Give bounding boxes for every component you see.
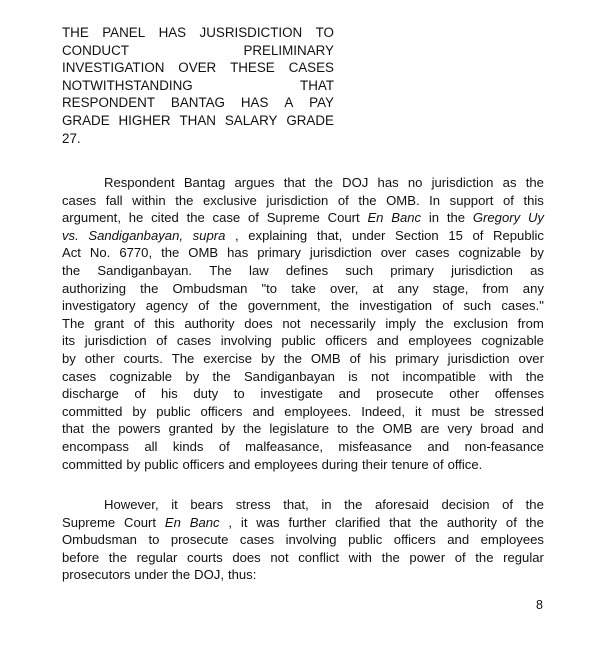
word: by	[530, 245, 544, 261]
word: of	[454, 549, 466, 565]
word: The	[62, 315, 85, 331]
word: DOJ,	[194, 567, 224, 583]
word: the	[219, 298, 238, 314]
word: agency	[145, 298, 188, 314]
word: primary	[395, 350, 439, 366]
word: before	[62, 549, 100, 565]
word: employees	[480, 532, 544, 548]
word: office.	[447, 456, 483, 472]
heading-word: THAN	[179, 112, 216, 128]
word: from	[482, 280, 509, 296]
word: the	[91, 421, 111, 437]
word: at	[372, 280, 384, 296]
word: jurisdiction	[84, 333, 147, 349]
word: public	[156, 403, 191, 419]
word: other	[84, 350, 115, 366]
word: the	[175, 192, 194, 208]
word: prosecute	[170, 532, 229, 548]
word: courts.	[123, 350, 163, 366]
word: and	[521, 421, 544, 437]
word: the	[171, 567, 191, 583]
word: with	[348, 549, 372, 565]
heading-word: HIGHER	[118, 112, 171, 128]
word: Sandiganbayan,	[88, 227, 183, 243]
word: exercise	[203, 350, 253, 366]
word: of	[432, 456, 444, 472]
word: it	[414, 403, 422, 419]
word: by	[132, 403, 147, 419]
paragraph-clarification	[62, 496, 544, 584]
word: Supreme	[62, 514, 116, 530]
word: of	[248, 210, 259, 226]
word: En	[367, 210, 384, 226]
text-line	[62, 514, 544, 532]
word: are	[420, 421, 440, 437]
word: of	[349, 350, 361, 366]
word: to	[233, 386, 245, 402]
word: the	[525, 175, 544, 190]
word: necessarily	[310, 315, 376, 331]
word: primary	[390, 262, 434, 278]
word: the	[419, 514, 438, 530]
text-line	[62, 385, 544, 403]
word: of	[502, 497, 514, 512]
word: to	[337, 421, 349, 437]
heading-word: THAT	[300, 77, 334, 93]
word: Court	[123, 514, 157, 530]
word: officers	[182, 456, 225, 472]
word: of	[133, 315, 145, 331]
word: misfeasance	[338, 438, 412, 454]
word: thus:	[227, 567, 257, 583]
word: this	[154, 315, 175, 331]
word: Republic	[493, 227, 544, 243]
word: not	[270, 549, 289, 565]
word: jurisdiction	[447, 350, 510, 366]
word: any	[397, 280, 419, 296]
word: employees.	[284, 403, 352, 419]
word: that	[283, 175, 306, 190]
heading-word: OVER	[178, 60, 217, 76]
text-line	[62, 403, 544, 421]
word: duty	[193, 386, 219, 402]
word: not	[370, 368, 390, 384]
word: does	[232, 549, 261, 565]
word: Indeed,	[361, 403, 405, 419]
word: argues	[234, 175, 275, 190]
word: power	[409, 549, 446, 565]
word: of	[218, 438, 230, 454]
word: their	[362, 456, 388, 472]
word: was	[256, 514, 280, 530]
word: jurisdiction	[309, 245, 372, 261]
word: with	[489, 368, 513, 384]
word: such	[463, 298, 492, 314]
page-number: 8	[536, 598, 543, 612]
text-line	[62, 192, 544, 210]
word: does	[244, 315, 273, 331]
word: of	[505, 514, 517, 530]
word: take	[291, 280, 316, 296]
word: cases	[62, 368, 97, 384]
word: fall	[105, 192, 123, 208]
word: Banc	[391, 210, 422, 226]
word: public	[144, 456, 179, 472]
word: Banc	[189, 514, 220, 530]
word: no	[407, 175, 423, 190]
word: further	[288, 514, 327, 530]
word: the	[186, 210, 205, 226]
word: the	[62, 262, 81, 278]
word: jurisdiction	[451, 262, 513, 278]
heading-line	[62, 24, 334, 42]
word: cited	[151, 210, 179, 226]
word: stress	[235, 497, 271, 512]
word: over,	[330, 280, 359, 296]
word: Gregory	[472, 210, 521, 226]
word: the	[446, 210, 466, 226]
word: the	[358, 192, 377, 208]
text-line	[62, 420, 544, 438]
heading-line	[62, 112, 334, 130]
text-line	[62, 368, 544, 386]
word: has	[227, 245, 249, 261]
word: regular	[503, 549, 544, 565]
word: encompass	[62, 438, 129, 454]
word: and	[252, 403, 275, 419]
text-line	[62, 244, 544, 262]
word: the	[161, 245, 180, 261]
word: under	[134, 567, 168, 583]
word: the	[475, 549, 494, 565]
word: involving	[285, 532, 337, 548]
word: all	[144, 438, 158, 454]
word: supra	[192, 227, 226, 243]
heading-line	[62, 130, 334, 148]
word: Supreme	[266, 210, 320, 226]
heading-word: SALARY	[224, 112, 278, 128]
word: such	[345, 262, 373, 278]
word: during	[321, 456, 359, 472]
text-line	[62, 280, 544, 298]
word: within	[132, 192, 166, 208]
word: that	[62, 421, 84, 437]
word: any	[522, 280, 544, 296]
word: the	[356, 421, 375, 437]
heading-line	[62, 94, 334, 112]
word: granted	[168, 421, 214, 437]
word: it	[240, 514, 248, 530]
word: government,	[247, 298, 321, 314]
word: explaining	[248, 227, 308, 243]
word: No.	[89, 245, 111, 261]
section-heading	[62, 24, 334, 147]
word: cases	[176, 333, 212, 349]
text-line	[62, 332, 544, 350]
word: cases	[62, 192, 97, 208]
word: of	[198, 298, 210, 314]
word: of	[472, 227, 484, 243]
heading-word: PRELIMINARY	[243, 42, 334, 58]
word: the	[525, 514, 544, 530]
word: investigate	[260, 386, 323, 402]
word: cases	[239, 532, 275, 548]
word: Ombudsman	[172, 280, 248, 296]
word: the	[140, 280, 159, 296]
word: cognizable	[109, 368, 173, 384]
word: imply	[385, 315, 416, 331]
word: not	[282, 315, 301, 331]
heading-word: THESE	[230, 60, 275, 76]
heading-word: RESPONDENT	[62, 95, 156, 111]
word: officers	[325, 333, 368, 349]
word: authorizing	[62, 280, 127, 296]
word: powers	[118, 421, 161, 437]
word: OMB	[310, 350, 341, 366]
heading-word: GRADE	[62, 112, 110, 128]
word: Sandiganbayan.	[97, 262, 193, 278]
word: kinds	[172, 438, 204, 454]
word: tenure	[391, 456, 429, 472]
text-line	[62, 297, 544, 315]
word: Section	[395, 227, 439, 243]
word: The	[171, 350, 195, 366]
word: this	[523, 192, 544, 208]
word: decision	[441, 497, 490, 512]
word: must	[431, 403, 460, 419]
word: the	[283, 350, 302, 366]
word: other	[449, 386, 480, 402]
word: of	[134, 386, 146, 402]
word: of	[156, 333, 168, 349]
word: 6770,	[119, 245, 153, 261]
text-line	[62, 350, 544, 368]
word: of	[442, 298, 454, 314]
word: committed	[62, 456, 123, 472]
word: incompatible	[402, 368, 476, 384]
word: in	[321, 497, 332, 512]
word: the	[212, 368, 231, 384]
word: "to	[261, 280, 278, 296]
text-line	[62, 549, 544, 567]
word: in	[428, 210, 440, 226]
word: employees	[408, 333, 472, 349]
word: authority	[184, 315, 235, 331]
word: by	[126, 456, 141, 472]
word: the	[525, 497, 544, 512]
word: jurisdiction	[431, 175, 494, 190]
word: DOJ	[342, 175, 369, 190]
word: involving	[220, 333, 272, 349]
heading-line	[62, 77, 334, 95]
word: that,	[316, 227, 343, 243]
word: prosecutors	[62, 567, 131, 583]
word: its	[62, 333, 76, 349]
word: conflict	[298, 549, 339, 565]
word: the	[425, 315, 444, 331]
word: clarified	[335, 514, 381, 530]
word: malfeasance,	[245, 438, 324, 454]
word: stage,	[432, 280, 469, 296]
word: public	[348, 532, 383, 548]
word: non-feasance	[464, 438, 544, 454]
heading-word: INVESTIGATION	[62, 60, 165, 76]
text-line	[62, 315, 544, 333]
paragraph-respondent-argument	[62, 174, 544, 473]
heading-line	[62, 59, 334, 77]
word: Respondent	[104, 175, 175, 190]
word: Sandiganbayan	[243, 368, 335, 384]
word: In	[429, 192, 441, 208]
word: aforesaid	[374, 497, 429, 512]
text-line	[62, 227, 544, 245]
word: by	[260, 350, 275, 366]
heading-word: HAS	[158, 25, 187, 40]
text-line	[62, 566, 544, 584]
heading-word: 27.	[62, 130, 81, 146]
word: the	[525, 368, 544, 384]
word: cognizable	[458, 245, 522, 261]
word: employees	[254, 456, 318, 472]
word: and	[427, 438, 450, 454]
word: officers	[200, 403, 243, 419]
heading-word: JUSRISDICTION	[199, 25, 303, 40]
heading-word: PANEL	[102, 25, 146, 40]
word: of	[337, 192, 349, 208]
word: ,	[234, 227, 239, 243]
word: exclusion	[453, 315, 508, 331]
word: investigation	[359, 298, 433, 314]
word: by	[185, 368, 200, 384]
word: the	[108, 549, 127, 565]
word: argument,	[62, 210, 121, 226]
word: broad	[480, 421, 514, 437]
heading-word: NOTWITHSTANDING	[62, 77, 193, 93]
word: public	[281, 333, 316, 349]
word: Act	[62, 245, 81, 261]
word: from	[517, 315, 544, 331]
word: Uy	[527, 210, 544, 226]
word: offenses	[494, 386, 544, 402]
word: by	[221, 421, 235, 437]
word: 15	[448, 227, 463, 243]
word: Bantag	[183, 175, 226, 190]
word: over	[518, 350, 544, 366]
text-line	[62, 438, 544, 456]
text-line	[62, 209, 544, 227]
word: under	[351, 227, 386, 243]
word: cognizable	[481, 333, 544, 349]
word: authority	[446, 514, 498, 530]
word: the	[243, 421, 262, 437]
word: investigatory	[62, 298, 136, 314]
word: legislature	[269, 421, 330, 437]
word: OMB.	[386, 192, 420, 208]
word: support	[449, 192, 494, 208]
word: the	[314, 175, 333, 190]
word: cases	[415, 245, 450, 261]
heading-word: A	[284, 95, 294, 111]
word: by	[62, 350, 76, 366]
word: bears	[190, 497, 224, 512]
word: is	[348, 368, 358, 384]
word: primary	[257, 245, 301, 261]
word: OMB	[382, 421, 413, 437]
heading-word: CASES	[288, 60, 334, 76]
word: of	[502, 192, 514, 208]
word: En	[164, 514, 181, 530]
word: to	[148, 532, 160, 548]
word: the	[330, 298, 350, 314]
word: the	[381, 549, 400, 565]
word: OMB	[188, 245, 219, 261]
heading-word: CONDUCT	[62, 42, 129, 58]
heading-word: THE	[62, 25, 89, 40]
word: jurisdiction	[266, 192, 329, 208]
word: and	[376, 333, 399, 349]
word: his	[369, 350, 387, 366]
word: Court	[327, 210, 360, 226]
heading-word: HAS	[240, 95, 269, 111]
word: that,	[283, 497, 309, 512]
word: courts	[187, 549, 223, 565]
heading-word: GRADE	[286, 112, 334, 128]
word: committed	[62, 403, 123, 419]
word: exclusive	[202, 192, 257, 208]
heading-word: PAY	[309, 95, 334, 111]
word: it	[171, 497, 178, 512]
text-line	[62, 496, 544, 514]
word: case	[212, 210, 241, 226]
heading-word: BANTAG	[170, 95, 225, 111]
word: be	[469, 403, 485, 419]
word: law	[249, 262, 269, 278]
word: stressed	[494, 403, 544, 419]
word: the	[344, 497, 363, 512]
text-line	[62, 531, 544, 549]
word: officers	[393, 532, 436, 548]
text-line	[62, 456, 544, 474]
word: However,	[104, 497, 159, 512]
word: his	[160, 386, 178, 402]
word: cases."	[501, 298, 544, 314]
text-line	[62, 262, 544, 280]
heading-word: TO	[315, 25, 334, 40]
text-line	[62, 174, 544, 192]
word: prosecute	[376, 386, 434, 402]
word: ,	[228, 514, 233, 530]
word: Ombudsman	[62, 532, 137, 548]
word: as	[530, 262, 544, 278]
word: and	[447, 532, 470, 548]
word: as	[502, 175, 517, 190]
heading-line	[62, 42, 334, 60]
word: that	[389, 514, 411, 530]
word: over	[380, 245, 407, 261]
word: has	[377, 175, 399, 190]
word: and	[228, 456, 251, 472]
word: regular	[136, 549, 178, 565]
word: defines	[285, 262, 329, 278]
word: grant	[94, 315, 125, 331]
word: vs.	[62, 227, 79, 243]
word: discharge	[62, 386, 119, 402]
word: The	[209, 262, 232, 278]
word: very	[447, 421, 473, 437]
word: and	[338, 386, 361, 402]
word: he	[128, 210, 144, 226]
